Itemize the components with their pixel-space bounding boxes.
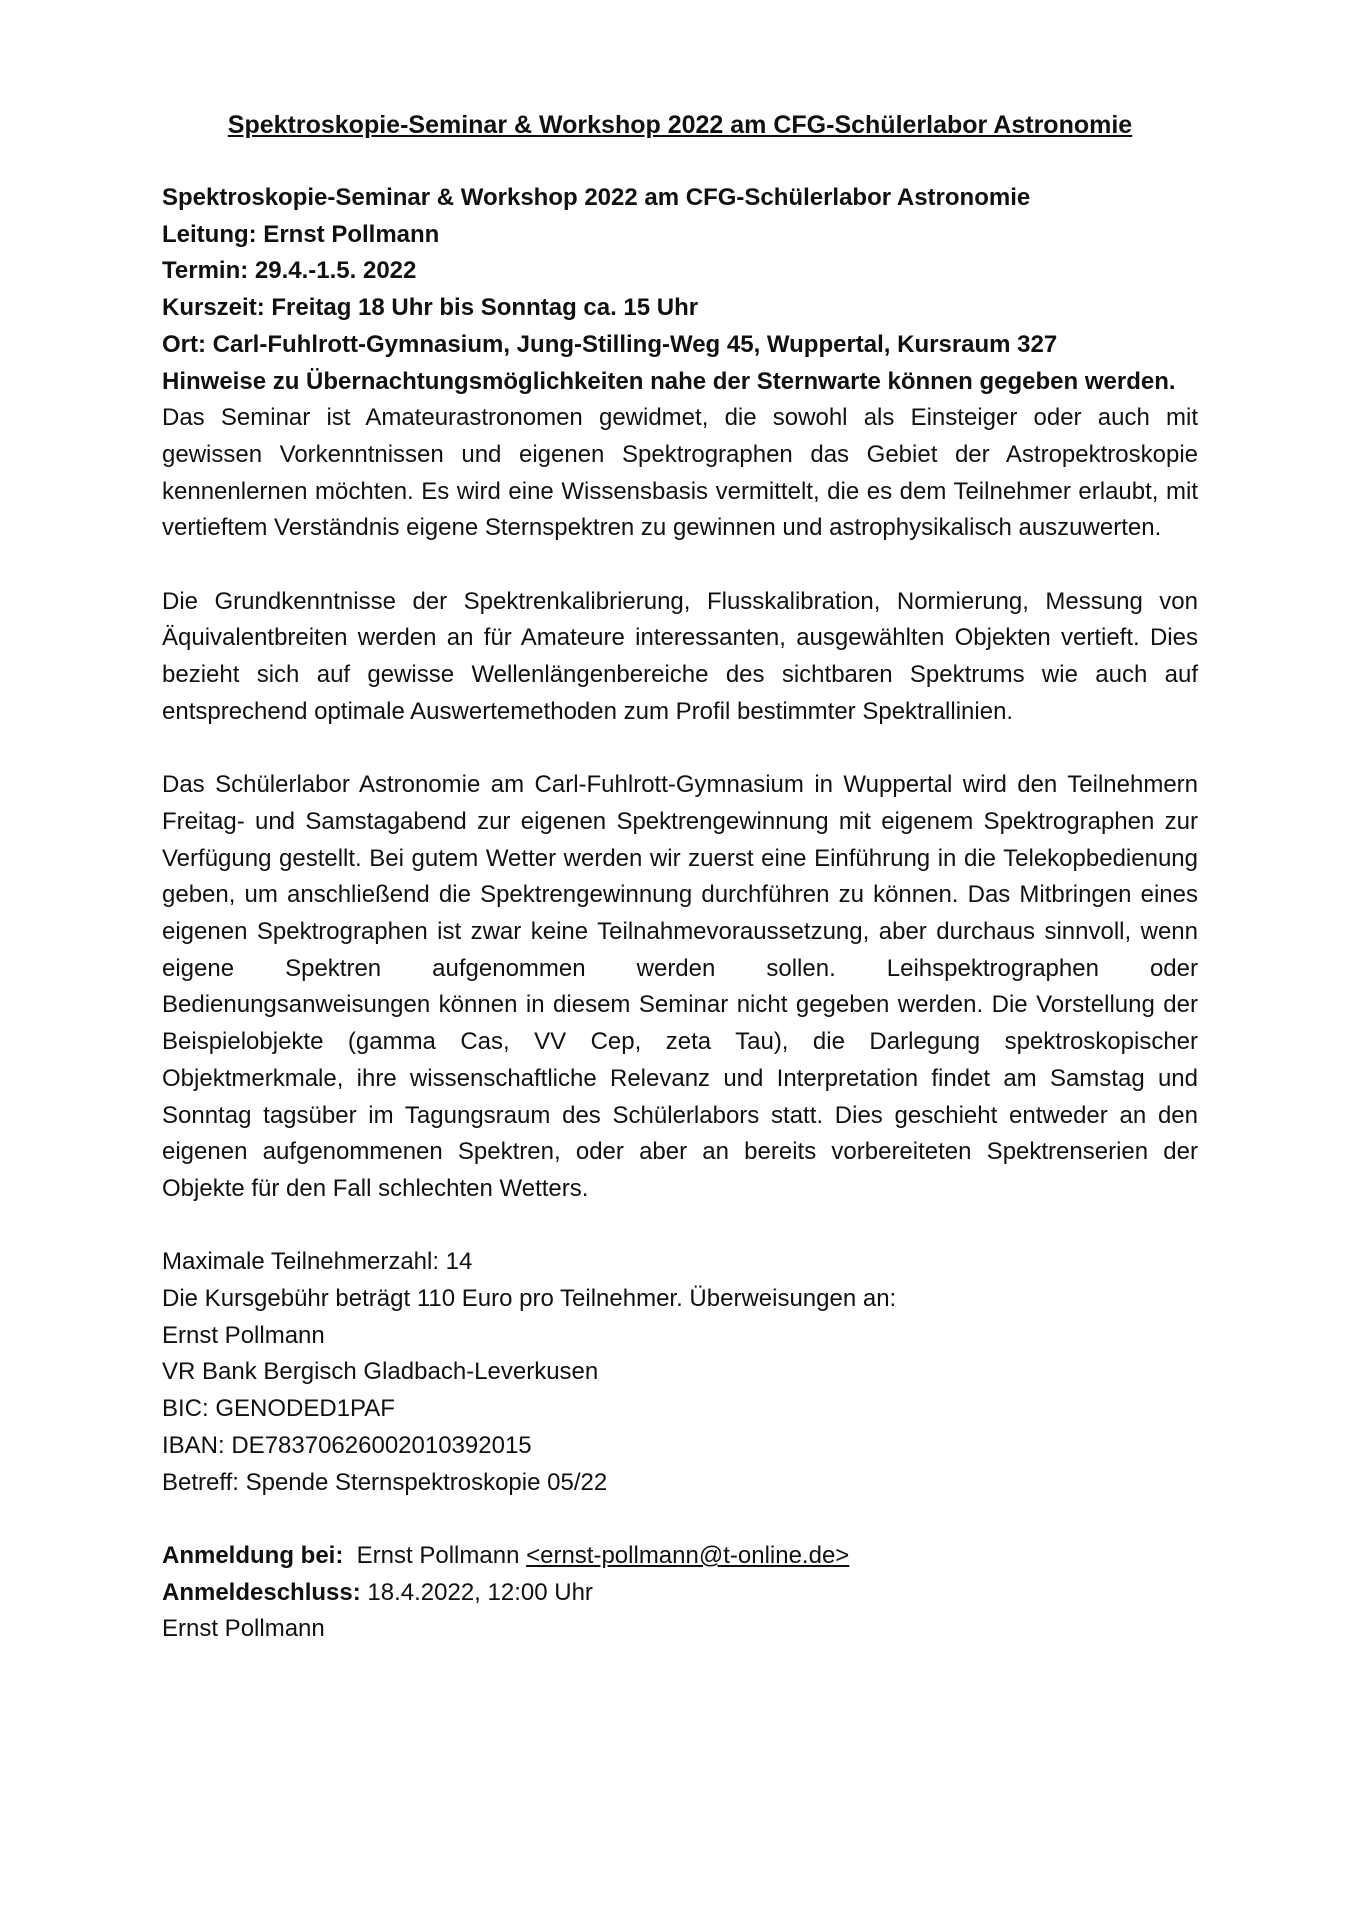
course-location: Ort: Carl-Fuhlrott-Gymnasium, Jung-Stilling-Weg 45, Wuppertal, Kursraum 327 — [162, 330, 1058, 358]
course-dates: Termin: 29.4.-1.5. 2022 — [162, 257, 417, 285]
course-leader: Leitung: Ernst Pollmann — [162, 220, 440, 248]
paragraph-spacer — [162, 1501, 1198, 1538]
paragraph-spacer — [162, 731, 1198, 768]
registration-block — [162, 1538, 1198, 1648]
payment-reference: Betreff: Spende Sternspektroskopie 05/22 — [162, 1468, 608, 1496]
course-time: Kurszeit: Freitag 18 Uhr bis Sonntag ca. 15 Uhr — [162, 294, 699, 322]
payee-name: Ernst Pollmann — [162, 1321, 325, 1349]
registration-line — [162, 1538, 1198, 1575]
document-body — [162, 180, 1198, 1648]
accommodation-note: Hinweise zu Übernachtungsmöglichkeiten nahe der Sternwarte können gegeben werden. — [162, 367, 1176, 395]
registration-contact: Ernst Pollmann — [356, 1541, 520, 1569]
max-participants: Maximale Teilnehmerzahl: 14 — [162, 1248, 473, 1276]
course-header — [162, 180, 1198, 400]
registration-email-link[interactable]: <ernst-pollmann@t-online.de> — [526, 1541, 850, 1569]
signature: Ernst Pollmann — [162, 1615, 325, 1643]
deadline-line — [162, 1575, 1198, 1612]
basics-paragraph: Die Grundkenntnisse der Spektrenkalibrierung, Flusskalibration, Normierung, Messung von Äquivalentbreiten werden an für Amateure interessanten, ausgewählten Objekten vertieft. Dies bezieht sich auf gewisse Wellenlängenbereiche des sichtbaren Spektrums wie auch auf entsprechend optimale Auswertemethoden zum Profil bestimmter Spektrallinien. — [162, 587, 1198, 725]
bank-name: VR Bank Bergisch Gladbach-Leverkusen — [162, 1358, 599, 1386]
paragraph-spacer — [162, 1208, 1198, 1245]
intro-paragraph: Das Seminar ist Amateurastronomen gewidmet, die sowohl als Einsteiger oder auch mit gewissen Vorkenntnissen und eigenen Spektrographen das Gebiet der Astropektroskopie kennenlernen möchten. Es wird eine Wissensbasis vermittelt, die es dem Teilnehmer erlaubt, mit vertieftem Verständnis eigene Sternspektren zu gewinnen und astrophysikalisch auszuwerten. — [162, 404, 1198, 542]
course-title-line: Spektroskopie-Seminar & Workshop 2022 am CFG-Schülerlabor Astronomie — [162, 184, 1031, 211]
deadline-value: 18.4.2022, 12:00 Uhr — [367, 1578, 593, 1606]
payment-block — [162, 1244, 1198, 1501]
document-title: Spektroskopie-Seminar & Workshop 2022 am CFG-Schülerlabor Astronomie — [227, 111, 1133, 139]
registration-label: Anmeldung bei: — [162, 1541, 344, 1569]
bank-bic: BIC: GENODED1PAF — [162, 1395, 395, 1423]
paragraph-spacer — [162, 547, 1198, 584]
deadline-label: Anmeldeschluss: — [162, 1578, 361, 1606]
course-fee: Die Kursgebühr beträgt 110 Euro pro Teilnehmer. Überweisungen an: — [162, 1285, 897, 1313]
bank-iban: IBAN: DE78370626002010392015 — [162, 1431, 532, 1459]
lab-paragraph: Das Schülerlabor Astronomie am Carl-Fuhlrott-Gymnasium in Wuppertal wird den Teilnehmern Freitag- und Samstagabend zur eigenen Spektrengewinnung mit eigenem Spektrographen zur Verfügung gestellt. Bei gutem Wetter werden wir zuerst eine Einführung in die Telekopbedienung geben, um anschließend die Spektrengewinnung durchführen zu können. Das Mitbringen eines eigenen Spektrographen ist zwar keine Teilnahmevoraussetzung, aber durchaus sinnvoll, wenn eigene Spektren aufgenommen werden sollen. Leihspektrographen oder Bedienungsanweisungen können in diesem Seminar nicht gegeben werden. Die Vorstellung der Beispielobjekte (gamma Cas, VV Cep, zeta Tau), die Darlegung spektroskopischer Objektmerkmale, ihre wissenschaftliche Relevanz und Interpretation findet am Samstag und Sonntag tagsüber im Tagungsraum des Schülerlabors statt. Dies geschieht entweder an den eigenen aufgenommenen Spektren, oder aber an bereits vorbereiteten Spektrenserien der Objekte für den Fall schlechten Wetters. — [162, 771, 1198, 1202]
